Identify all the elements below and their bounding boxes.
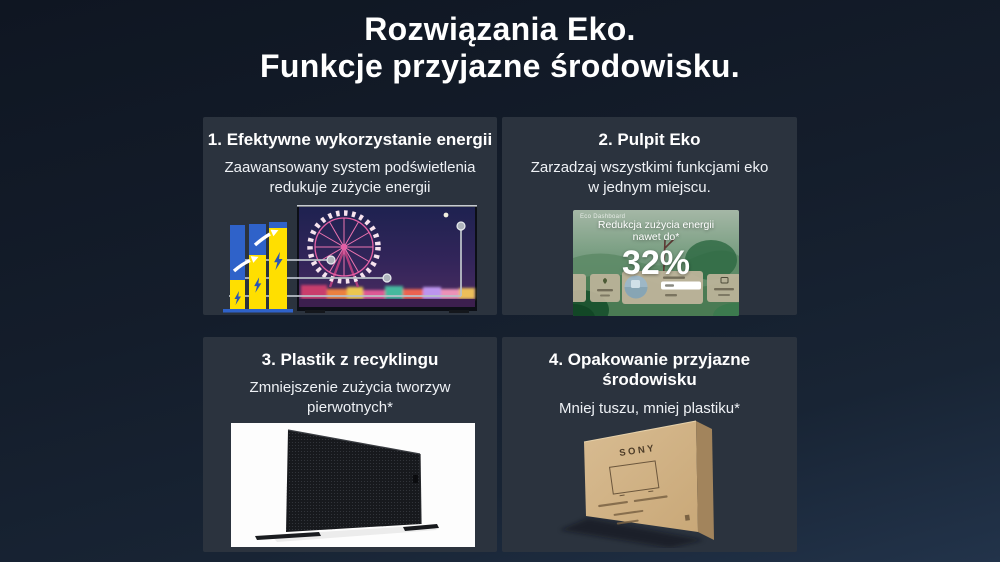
tv-stand-left xyxy=(305,310,325,313)
card-3-heading: 3. Plastik z recyklingu xyxy=(261,350,439,369)
box-front xyxy=(584,421,698,532)
page-title-line2: Funkcje przyjazne środowisku. xyxy=(260,48,740,85)
dashboard-tiles xyxy=(573,271,739,304)
packaging-figure xyxy=(554,412,759,548)
card-1-body: Zaawansowany system podświetlenia redukuje zużycie energii xyxy=(224,159,476,197)
moon-icon xyxy=(444,213,449,218)
card-2-body: Zarzadzaj wszystkimi funkcjami eko w jednym miejscu. xyxy=(530,159,769,197)
box-label-mark xyxy=(685,515,690,521)
card-1-heading: 1. Efektywne wykorzystanie energii xyxy=(207,130,493,149)
card-4-heading: 4. Opakowanie przyjazne środowisku xyxy=(548,350,751,390)
card-efficient-energy xyxy=(203,117,497,315)
globe-icon xyxy=(625,276,648,299)
reduction-caption-line2: nawet do* xyxy=(632,231,680,244)
card-3-body: Zmniejszenie zużycia tworzyw pierwotnych* xyxy=(249,379,451,417)
card-eco-dashboard xyxy=(502,117,797,315)
tv-connector-panel xyxy=(413,475,418,483)
eco-dashboard-image xyxy=(573,210,739,316)
recycled-tv-figure xyxy=(231,423,475,547)
box-side xyxy=(696,421,714,540)
reduction-caption-line1: Redukcja zużycia energii xyxy=(597,219,715,231)
tv-stand-right xyxy=(449,310,469,313)
sony-logo: SONY xyxy=(618,442,657,459)
page-title-line1: Rozwiązania Eko. xyxy=(364,11,636,47)
tv-back-image xyxy=(231,423,475,547)
card-recycled-plastic xyxy=(203,337,497,552)
energy-bars-icon xyxy=(223,222,293,313)
card-4-body: Mniej tuszu, mniej plastiku* xyxy=(559,399,740,417)
page-title xyxy=(0,11,1000,86)
energy-bars-tv-image xyxy=(221,203,479,315)
eco-dashboard-label: Eco Dashboard xyxy=(580,214,626,220)
energy-backlight-figure xyxy=(221,203,479,315)
reduction-value: 32% xyxy=(621,243,691,282)
card-eco-packaging xyxy=(502,337,797,552)
card-2-heading: 2. Pulpit Eko xyxy=(598,130,701,149)
eco-dashboard-figure xyxy=(573,210,739,316)
packaging-box-image xyxy=(554,412,759,548)
